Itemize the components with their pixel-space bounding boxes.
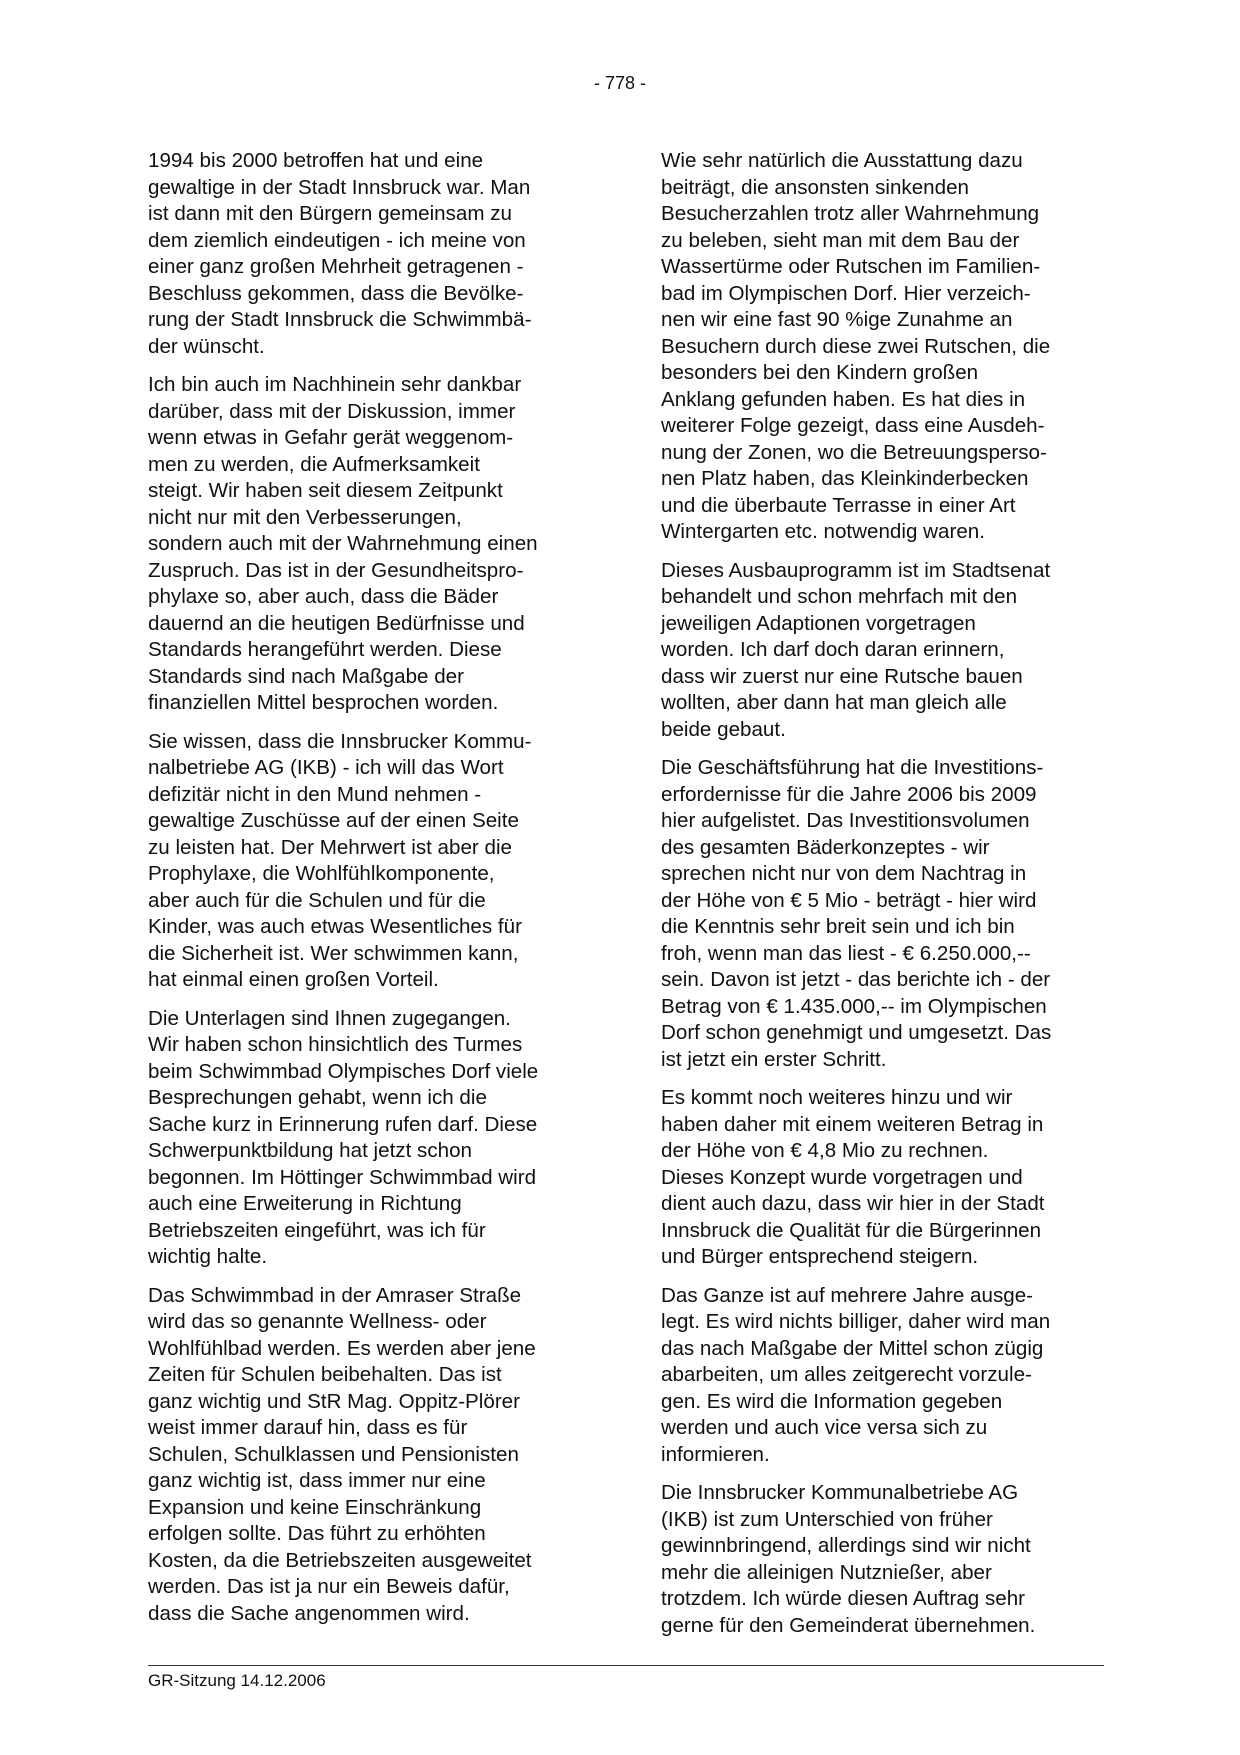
paragraph: Das Schwimmbad in der Amraser Straße wird das so genannte Wellness- oder Wohlfühlbad werden. Es werden aber jene Zeiten für Schulen beibehalten. Das ist ganz wichtig und StR Mag. Oppitz-Plörer weist immer darauf hin, dass es für Schulen, Schulklassen und Pensionisten ganz wichtig ist, dass immer nur eine Expansion und keine Einschränkung erfolgen sollte. Das führt zu erhöhten Kosten, da die Betriebszeiten ausgeweitet werden. Das ist ja nur ein Beweis dafür, dass die Sache angenommen wird. [148, 1283, 536, 1625]
paragraph: Sie wissen, dass die Innsbrucker Kommu- nalbetriebe AG (IKB) - ich will das Wort defizitär nicht in den Mund nehmen - gewaltige Zuschüsse auf der einen Seite zu leisten hat. Der Mehrwert ist aber die Prophylaxe, die Wohlfühlkomponente, aber auch für die Schulen und für die Kinder, was auch etwas Wesentliches für die Sicherheit ist. Wer schwimmen kann, hat einmal einen großen Vorteil. [148, 729, 532, 991]
paragraph: Die Geschäftsführung hat die Investitions- erfordernisse für die Jahre 2006 bis 2009 hier aufgelistet. Das Investitionsvolumen des gesamten Bäderkonzeptes - wir sprechen nicht nur von dem Nachtrag in der Höhe von € 5 Mio - beträgt - hier wird die Kenntnis sehr breit sein und ich bin froh, wenn man das liest - € 6.250.000,-- sein. Davon ist jetzt - das berichte ich - der Betrag von € 1.435.000,-- im Olympischen Dorf schon genehmigt und umgesetzt. Das ist jetzt ein erster Schritt. [661, 756, 1052, 1071]
footer-session-date: GR-Sitzung 14.12.2006 [148, 1671, 326, 1690]
paragraph: Die Unterlagen sind Ihnen zugegangen. Wir haben schon hinsichtlich des Turmes beim Schwimmbad Olympisches Dorf viele Besprechungen gehabt, wenn ich die Sache kurz in Erinnerung rufen darf. Diese Schwerpunktbildung hat jetzt schon begonnen. Im Höttinger Schwimmbad wird auch eine Erweiterung in Richtung Betriebszeiten eingeführt, was ich für wichtig halte. [148, 1006, 539, 1268]
left-text-column [148, 148, 586, 1639]
page-number: - 778 - [593, 73, 647, 93]
paragraph: 1994 bis 2000 betroffen hat und eine gewaltige in der Stadt Innsbruck war. Man ist dann mit den Bürgern gemeinsam zu dem ziemlich eindeutigen - ich meine von einer ganz großen Mehrheit getragenen - Beschluss gekommen, dass die Bevölke- rung der Stadt Innsbruck die Schwimmbä- der wünscht. [148, 149, 532, 358]
paragraph: Dieses Ausbauprogramm ist im Stadtsenat behandelt und schon mehrfach mit den jeweiligen Adaptionen vorgetragen worden. Ich darf doch daran erinnern, dass wir zuerst nur eine Rutsche bauen wollten, aber dann hat man gleich alle beide gebaut. [661, 558, 1051, 741]
paragraph: Das Ganze ist auf mehrere Jahre ausge- legt. Es wird nichts billiger, daher wird man das nach Maßgabe der Mittel schon zügig abarbeiten, um alles zeitgerecht vorzule- gen. Es wird die Information gegeben werden und auch vice versa sich zu informieren. [661, 1283, 1051, 1466]
paragraph: Ich bin auch im Nachhinein sehr dankbar darüber, dass mit der Diskussion, immer wenn etwas in Gefahr gerät weggenom- men zu werden, die Aufmerksamkeit steigt. Wir haben seit diesem Zeitpunkt nicht nur mit den Verbesserungen, sondern auch mit der Wahrnehmung einen Zuspruch. Das ist in der Gesundheitspro- phylaxe so, aber auch, dass die Bäder dauernd an die heutigen Bedürfnisse und Standards herangeführt werden. Diese Standards sind nach Maßgabe der finanziellen Mittel besprochen worden. [148, 373, 538, 714]
right-text-column [661, 148, 1099, 1651]
paragraph: Wie sehr natürlich die Ausstattung dazu beiträgt, die ansonsten sinkenden Besucherzahlen trotz aller Wahrnehmung zu beleben, sieht man mit dem Bau der Wassertürme oder Rutschen im Familien- bad im Olympischen Dorf. Hier verzeich- nen wir eine fast 90 %ige Zunahme an Besuchern durch diese zwei Rutschen, die besonders bei den Kindern großen Anklang gefunden haben. Es hat dies in weiterer Folge gezeigt, dass eine Ausdeh- nung der Zonen, wo die Betreuungsperso- nen Platz haben, das Kleinkinderbecken und die überbaute Terrasse in einer Art Wintergarten etc. notwendig waren. [661, 149, 1051, 543]
paragraph: Die Innsbrucker Kommunalbetriebe AG (IKB) ist zum Unterschied von früher gewinnbringend, allerdings sind wir nicht mehr die alleinigen Nutznießer, aber trotzdem. Ich würde diesen Auftrag sehr gerne für den Gemeinderat übernehmen. [661, 1481, 1036, 1637]
footer-divider [148, 1665, 1104, 1666]
paragraph: Es kommt noch weiteres hinzu und wir haben daher mit einem weiteren Betrag in der Höhe von € 4,8 Mio zu rechnen. Dieses Konzept wurde vorgetragen und dient auch dazu, dass wir hier in der Stadt Innsbruck die Qualität für die Bürgerinnen und Bürger entsprechend steigern. [661, 1086, 1045, 1268]
